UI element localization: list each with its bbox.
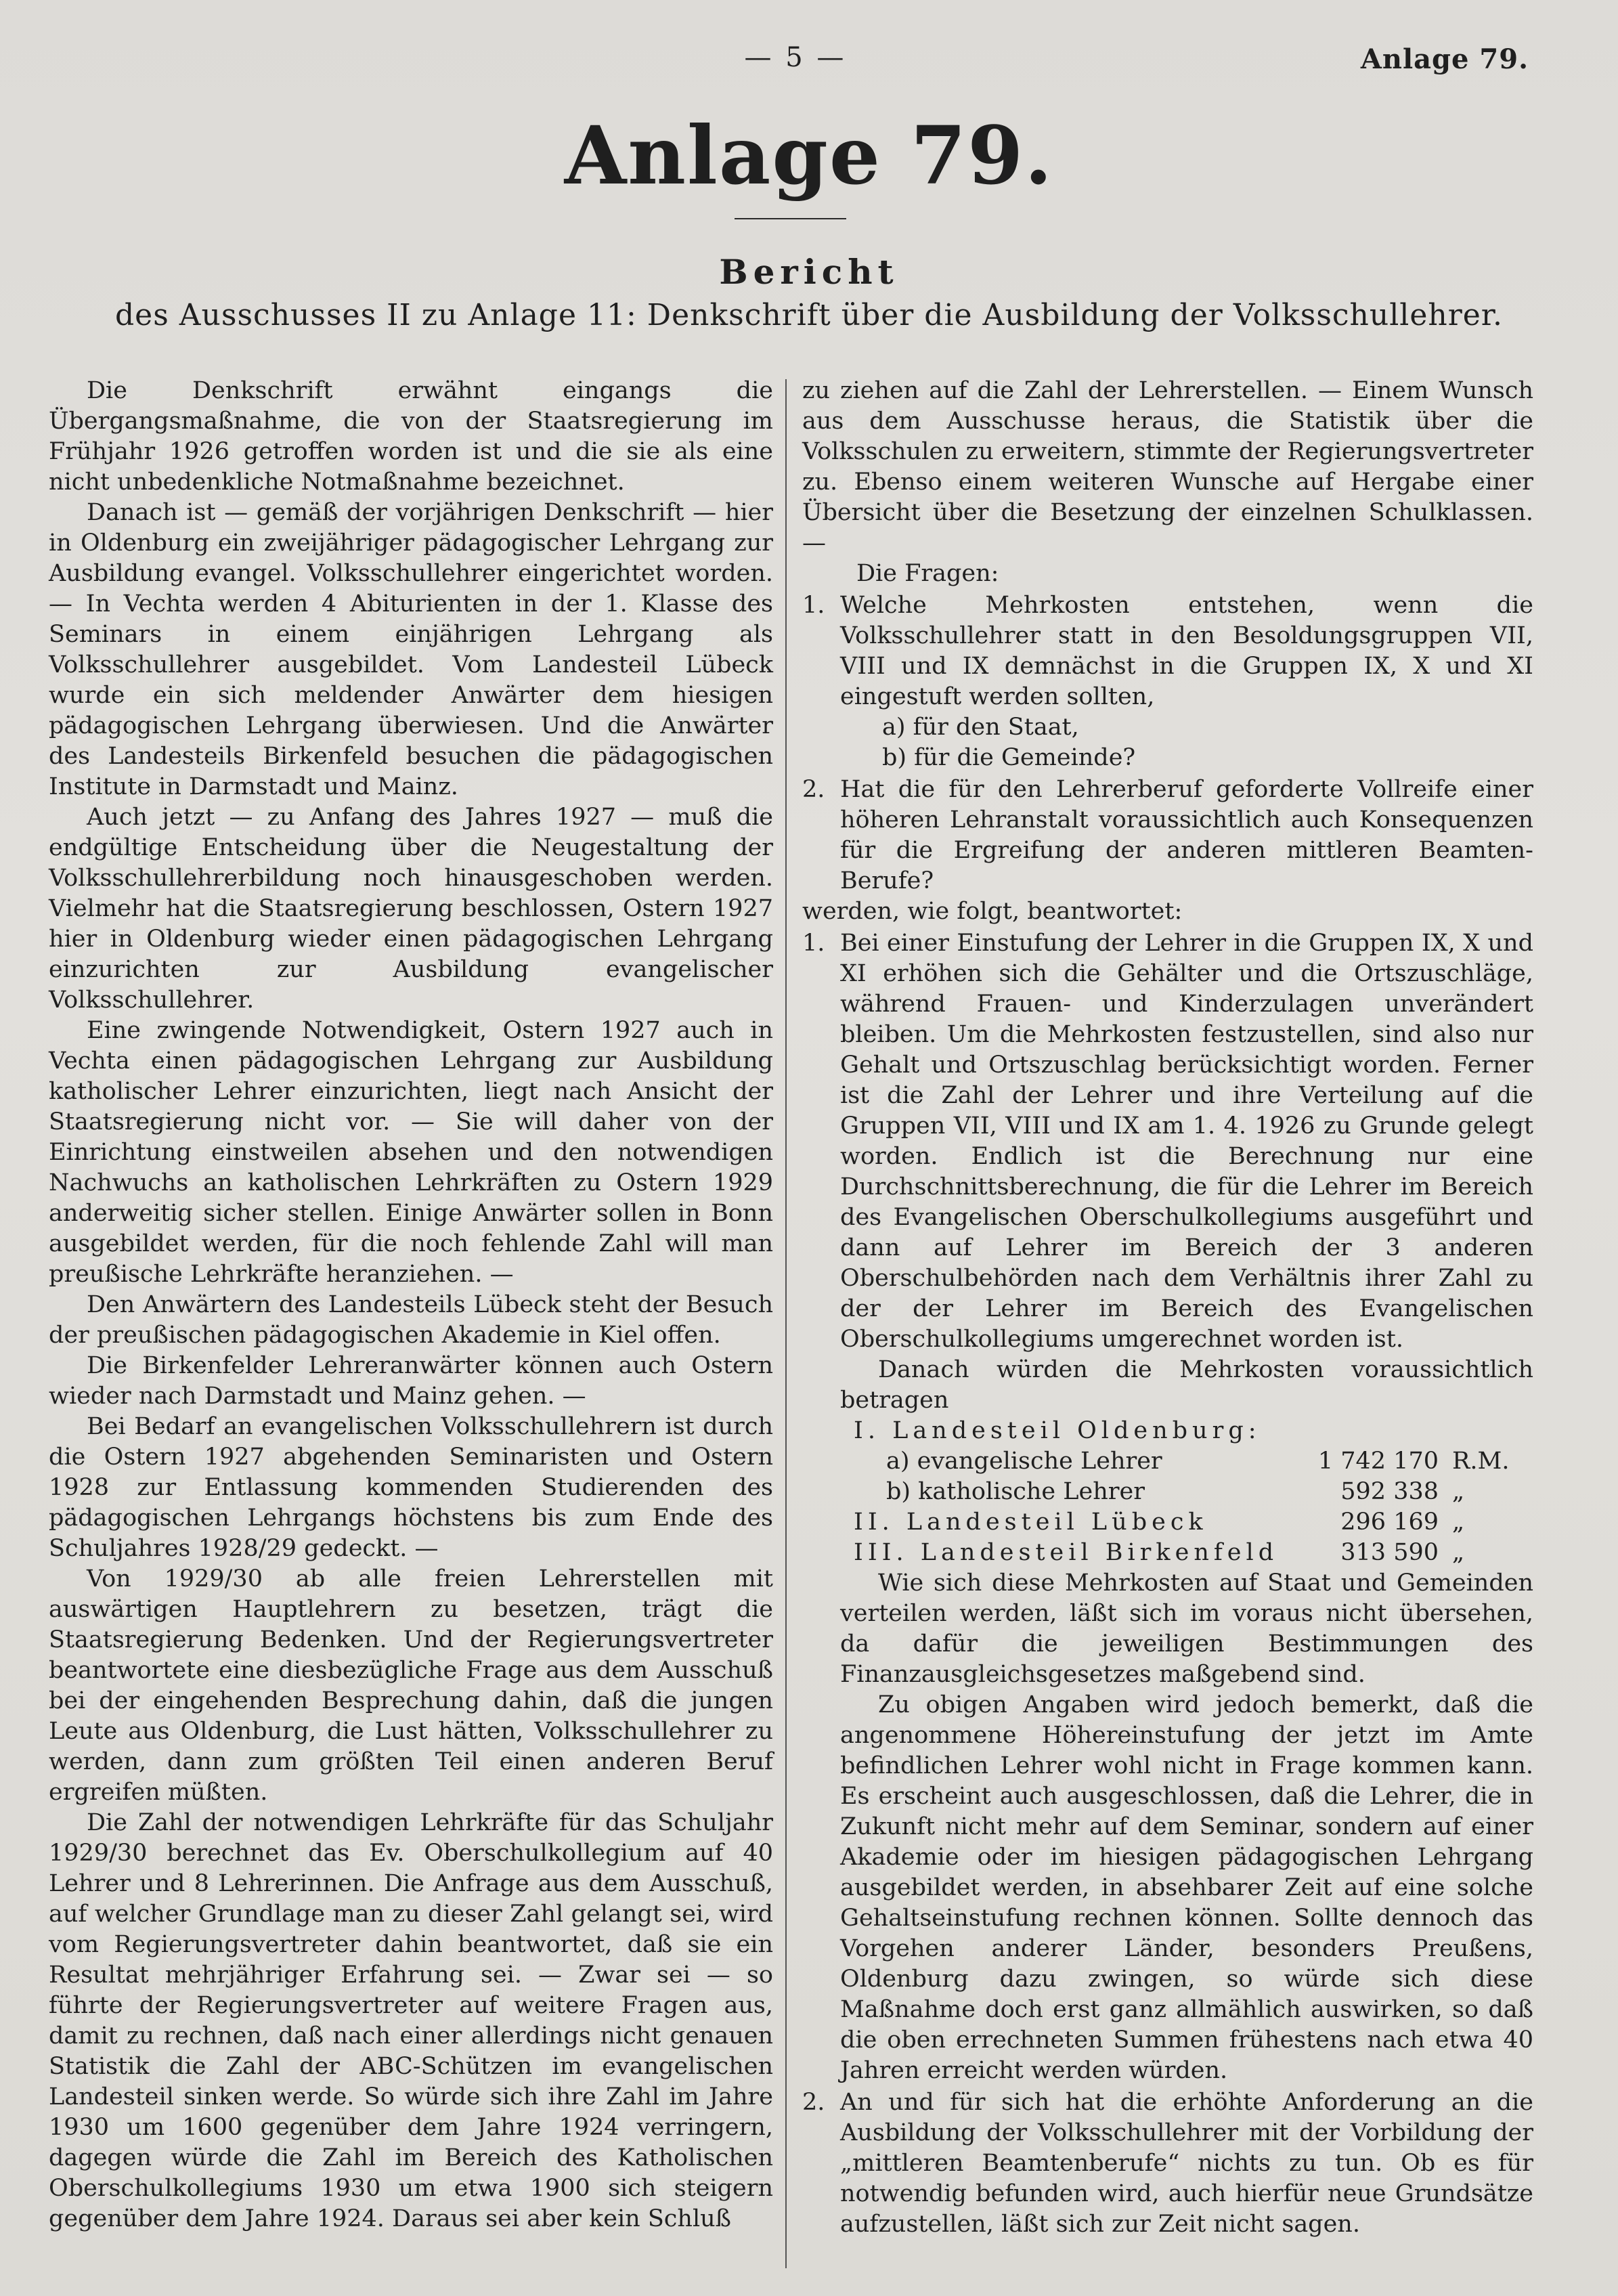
- question-sub: b) für die Gemeinde?: [882, 744, 1136, 771]
- cost-row: [840, 1507, 1533, 1538]
- cost-unit: „: [1452, 1478, 1465, 1505]
- cost-label: a) evangelische Lehrer: [886, 1448, 1162, 1475]
- paragraph: Den Anwärtern des Landesteils Lübeck steht der Besuch der preußischen pädagogischen Akademie in Kiel offen.: [49, 1291, 773, 1349]
- answer-paragraph: Danach würden die Mehrkosten voraussichtlich betragen: [840, 1356, 1533, 1414]
- answer-paragraph: Zu obigen Angaben wird jedoch bemerkt, daß die angenommene Höhereinstufung der jetzt im Amte befindlichen Lehrer wohl nicht in Frage kommen kann. Es erscheint auch ausgeschlossen, daß die Lehrer, die in Zukunft nicht mehr auf dem Seminar, sondern auf einer Akademie oder im hiesigen pädagogischen Lehrgang ausgebildet werden, in absehbarer Zeit auf eine solche Gehaltseinstufung rechnen können. Sollte dennoch das Vorgehen anderer Länder, besonders Preußens, Oldenburg dazu zwingen, so würde sich diese Maßnahme doch erst ganz allmählich auswirken, so daß die oben errechneten Summen frühestens nach etwa 40 Jahren erreicht werden würden.: [840, 1691, 1533, 2084]
- cost-amount: 296 169: [1340, 1509, 1439, 1536]
- report-subtitle: des Ausschusses II zu Anlage 11: Denkschrift über die Ausbildung der Volksschullehrer.: [115, 298, 1503, 332]
- cost-row: [840, 1416, 1533, 1446]
- answer-paragraph: Bei einer Einstufung der Lehrer in die Gruppen IX, X und XI erhöhen sich die Gehälter und die Ortszuschläge, während Frauen- und Kinderzulagen unverändert bleiben. Um die Mehrkosten festzustellen, sind also nur Gehalt und Ortszuschlag berücksichtigt worden. Ferner ist die Zahl der Lehrer und ihre Verteilung auf die Gruppen VII, VIII und IX am 1. 4. 1926 zu Grunde gelegt worden. Endlich ist die Berechnung nur eine Durchschnittsberechnung, die für die Lehrer im Bereich des Evangelischen Oberschulkollegiums ausgeführt und dann auf Lehrer im Bereich der 3 anderen Oberschulbehörden nach dem Verhältnis ihrer Zahl zu der der Lehrer im Bereich des Evangelischen Oberschulkollegiums umgerechnet worden ist.: [840, 930, 1533, 1353]
- cost-amount: 1 742 170: [1317, 1448, 1439, 1475]
- cost-unit: R.M.: [1452, 1448, 1510, 1475]
- cost-label: III. Landesteil Birkenfeld: [854, 1539, 1279, 1566]
- cost-row: [840, 1477, 1533, 1507]
- paragraph: Auch jetzt — zu Anfang des Jahres 1927 — muß die endgültige Entscheidung über die Neugestaltung der Volksschullehrerbildung noch hinausgeschoben werden. Vielmehr hat die Staatsregierung beschlossen, Ostern 1927 hier in Oldenburg wieder einen pädagogischen Lehrgang einzurichten zur Ausbildung evangelischer Volksschullehrer.: [49, 804, 773, 1014]
- column-divider: [785, 379, 787, 2268]
- cost-amount: [1290, 1416, 1439, 1446]
- left-column: [49, 376, 773, 2234]
- question-item: [802, 590, 1533, 773]
- right-column: [802, 376, 1533, 2240]
- page-title: Anlage 79.: [564, 108, 1054, 202]
- cost-row: [840, 1446, 1533, 1477]
- answers-intro: werden, wie folgt, beantwortet:: [802, 898, 1183, 925]
- cost-label: b) katholische Lehrer: [886, 1478, 1145, 1505]
- cost-unit: „: [1452, 1509, 1465, 1536]
- paragraph: Die Zahl der notwendigen Lehrkräfte für das Schuljahr 1929/30 berechnet das Ev. Oberschulkollegium auf 40 Lehrer und 8 Lehrerinnen. Die Anfrage aus dem Ausschuß, auf welcher Grundlage man zu dieser Zahl gelangt sei, wird vom Regierungsvertreter dahin beantwortet, daß sie ein Resultat mehrjähriger Erfahrung sei. — Zwar sei — so führte der Regierungsvertreter auf weitere Fragen aus, damit zu rechnen, daß nach einer allerdings nicht genauen Statistik die Zahl der ABC-Schützen im evangelischen Landesteil sinken werde. So würde sich ihre Zahl im Jahre 1930 um 1600 gegenüber dem Jahre 1924 verringern, dagegen würde die Zahl im Bereich des Katholischen Oberschulkollegiums 1930 um etwa 1900 sich steigern gegenüber dem Jahre 1924. Daraus sei aber kein Schluß: [49, 1809, 773, 2232]
- question-text: Welche Mehrkosten entstehen, wenn die Volksschullehrer statt in den Besoldungsgruppen VII, VIII und IX demnächst in die Gruppen IX, X und XI eingestuft werden sollten,: [840, 592, 1533, 710]
- cost-unit: „: [1452, 1539, 1465, 1566]
- cost-label: I. Landesteil Oldenburg:: [854, 1417, 1261, 1444]
- page-number: — 5 —: [744, 42, 847, 73]
- paragraph: Von 1929/30 ab alle freien Lehrerstellen mit auswärtigen Hauptlehrern zu besetzen, trägt die Staatsregierung Bedenken. Und der Regierungsvertreter beantwortete eine diesbezügliche Frage aus dem Ausschuß bei der eingehenden Besprechung dahin, daß die jungen Leute aus Oldenburg, die Lust hätten, Volksschullehrer zu werden, dann zum größten Teil einen anderen Beruf ergreifen müßten.: [49, 1565, 773, 1806]
- paragraph: Eine zwingende Notwendigkeit, Ostern 1927 auch in Vechta einen pädagogischen Lehrgang zur Ausbildung katholischer Lehrer einzurichten, liegt nach Ansicht der Staatsregierung nicht vor. — Sie will daher von der Einrichtung einstweilen absehen und den notwendigen Nachwuchs an katholischen Lehrkräften zu Ostern 1929 anderweitig sicher stellen. Einige Anwärter sollen in Bonn ausgebildet werden, für die noch fehlende Zahl will man preußische Lehrkräfte heranziehen. —: [49, 1017, 773, 1288]
- continuation-paragraph: zu ziehen auf die Zahl der Lehrerstellen. — Einem Wunsch aus dem Ausschusse heraus, die Statistik über die Volksschulen zu erweitern, stimmte der Regierungsvertreter zu. Ebenso einem weiteren Wunsche auf Hergabe einer Übersicht über die Besetzung der einzelnen Schulklassen. —: [802, 377, 1533, 557]
- cost-table: [840, 1416, 1533, 1568]
- cost-amount: 592 338: [1340, 1478, 1439, 1505]
- paragraph: Die Denkschrift erwähnt eingangs die Übergangsmaßnahme, die von der Staatsregierung im Frühjahr 1926 getroffen worden ist und die sie als eine nicht unbedenkliche Notmaßnahme bezeichnet.: [49, 377, 773, 496]
- question-number: 1.: [802, 592, 825, 619]
- paragraph: Die Birkenfelder Lehreranwärter können auch Ostern wieder nach Darmstadt und Mainz gehen. —: [49, 1352, 773, 1410]
- answer-number: 1.: [802, 930, 825, 957]
- answer-item: [802, 928, 1533, 2086]
- paragraph: Danach ist — gemäß der vorjährigen Denkschrift — hier in Oldenburg ein zweijähriger pädagogischer Lehrgang zur Ausbildung evangel. Volksschullehrer eingerichtet worden. — In Vechta werden 4 Abiturienten in der 1. Klasse des Seminars in einem einjährigen Lehrgang als Volksschullehrer ausgebildet. Vom Landesteil Lübeck wurde ein sich meldender Anwärter dem hiesigen pädagogischen Lehrgang überwiesen. Und die Anwärter des Landesteils Birkenfeld besuchen die pädagogischen Institute in Darmstadt und Mainz.: [49, 499, 773, 800]
- answer-number: 2.: [802, 2089, 825, 2116]
- question-sub: a) für den Staat,: [882, 714, 1079, 741]
- question-number: 2.: [802, 776, 825, 803]
- running-header: Anlage 79.: [1360, 43, 1529, 75]
- title-rule: [735, 218, 846, 219]
- question-item: [802, 775, 1533, 896]
- cost-label: II. Landesteil Lübeck: [854, 1509, 1208, 1536]
- cost-unit: [1439, 1416, 1533, 1446]
- report-heading: Bericht: [719, 252, 899, 292]
- answer-paragraph: Wie sich diese Mehrkosten auf Staat und Gemeinden verteilen werden, läßt sich im voraus nicht übersehen, da dafür die jeweiligen Bestimmungen des Finanzausgleichsgesetzes maßgebend sind.: [840, 1569, 1533, 1688]
- paragraph: Bei Bedarf an evangelischen Volksschullehrern ist durch die Ostern 1927 abgehenden Seminaristen und Ostern 1928 zur Entlassung kommenden Studierenden des pädagogischen Lehrgangs höchstens bis zum Ende des Schuljahres 1928/29 gedeckt. —: [49, 1413, 773, 1562]
- answer-item: [802, 2087, 1533, 2240]
- answer-paragraph: An und für sich hat die erhöhte Anforderung an die Ausbildung der Volksschullehrer mit der Vorbildung der „mittleren Beamtenberufe“ nichts zu tun. Ob es für notwendig befunden wird, auch hierfür neue Grundsätze aufzustellen, läßt sich zur Zeit nicht sagen.: [840, 2089, 1533, 2238]
- cost-row: [840, 1538, 1533, 1568]
- question-text: Hat die für den Lehrerberuf geforderte Vollreife einer höheren Lehranstalt voraussichtlich auch Konsequenzen für die Ergreifung der anderen mittleren Beamten-Berufe?: [840, 776, 1533, 894]
- questions-intro: Die Fragen:: [856, 560, 999, 587]
- cost-amount: 313 590: [1340, 1539, 1439, 1566]
